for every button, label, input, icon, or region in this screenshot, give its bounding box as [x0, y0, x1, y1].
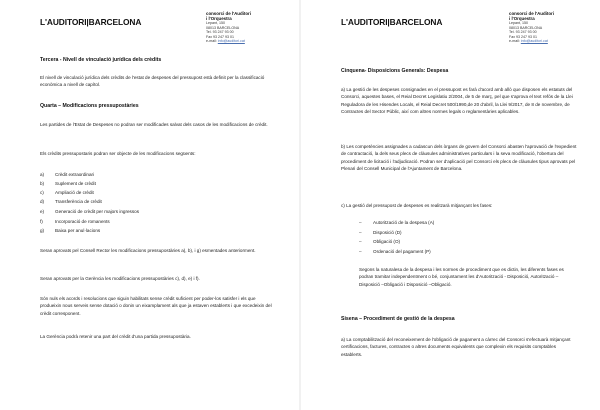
- modification-item: f) Incorporació de romanents: [40, 219, 110, 224]
- phase-item: – Disposició (D): [359, 230, 402, 235]
- email-label: e-mail:: [206, 39, 217, 44]
- modification-item: b) Suplement de crèdit: [40, 181, 96, 186]
- modification-item: a) Crèdit extraordinari: [40, 172, 95, 177]
- section-heading-tercera: Tercera - Nivell de vinculació jurídica dels crèdits: [40, 57, 162, 63]
- address-tel: Tel. 93 247 93 00: [206, 30, 234, 35]
- gerencia-paragraph: Seran aprovats per la Gerència les modificacions pressupostàries c), d), e) i f).: [40, 276, 200, 281]
- address-fax: Fax 93 247 93 01: [509, 34, 537, 39]
- modification-item: d) Transferència de crèdit: [40, 199, 102, 204]
- email-link[interactable]: info@auditori.cat: [217, 39, 245, 44]
- section-heading-quarta: Quarta – Modificacions pressupostàries: [40, 103, 139, 109]
- address-email-line: [509, 39, 554, 44]
- auditori-logo: L'AUDITORI|BARCELONA: [341, 17, 443, 27]
- cinquena-item-c: c) La gestió del pressupost de despeses es realitzarà mitjançant les fases:: [341, 203, 493, 208]
- quarta-paragraph-2: Els crèdits pressupostaris podran ser objecte de les modificacions següents:: [40, 151, 196, 156]
- document-page-left: [0, 0, 299, 410]
- address-fax: Fax 93 247 93 01: [206, 34, 234, 39]
- modification-item: e) Generació de crèdit per majors ingressos: [40, 209, 140, 214]
- nuls-paragraph: Són nuls els acords i resolucions que siguin habilitats sense crèdit suficient per poder-los satisfer i els que produeixin nous serveis sense dotació o donin un eixamplament als que ja estaven establerts i que excedeixin del crèdit corresponent.: [40, 296, 272, 316]
- section-heading-cinquena: Cinquena- Disposicions Generals: Despesa: [341, 68, 449, 74]
- address-street: Lepant, 150: [206, 21, 225, 25]
- retenir-paragraph: La Gerència podrà retenir una part del crèdit d'una partida pressupostària.: [40, 334, 191, 339]
- address-city: 08013 BARCELONA: [509, 25, 543, 30]
- email-link[interactable]: info@auditori.cat: [520, 39, 548, 44]
- rector-paragraph: Seran aprovats pel Consell Rector les modificacions pressupostàries a), b), i g) esmentades anteriorment.: [40, 248, 256, 253]
- address-block: [509, 11, 554, 44]
- address-city: 08013 BARCELONA: [206, 25, 240, 30]
- phase-item: – Ordenació del pagament (P): [359, 249, 431, 254]
- document-page-right: [301, 0, 600, 410]
- modification-item: c) Ampliació de crèdit: [40, 190, 94, 195]
- sisena-item-a: a) La comptabilització del reconeixement de l'obligació de pagament a càrrec del Consorci s'efectuarà mitjançant certificacions, factures, contractes o altres documents equivalents que complexin els requisits comptables establerts.: [341, 337, 571, 357]
- cinquena-item-b: b) Les competències assignades a cadascun dels òrgans de govern del Consorci abasten l'aprovació de l'expedient de contractació, la dels seus plecs de clàusules administratives particulars i la seva modificació, l'obertura del procediment de licitació i l'adjudicació. Podran ser d'aplicació pel Consorci els plecs de clàusules tipus aprovats pel Plenari del Consell Municipal de l'Ajuntament de Barcelona.: [341, 144, 577, 172]
- phase-item: – Autorització de la despesa (A): [359, 220, 435, 225]
- phase-item: – Obligació (O): [359, 239, 401, 244]
- address-email-line: [206, 39, 251, 44]
- cinquena-item-a: a) La gestió de les despeses consignades en el pressupost es farà d'acord amb allò que disposen els estatuts del Consorci, aquestes bases, el Reial Decret Legislatiu 2/2004, de 5 de març, pel que s'aprova el text refós de la Llei Reguladora de les Hisendes Locals, el Reial Decret 500/1990,de 20 d'abril, la Llei 9/2017, de 8 de novembre, de Contractes del Sector Públic, així com altres normes legals o reglamentàries aplicables.: [341, 87, 573, 115]
- org-name-line2: i l'Orquestra: [509, 16, 535, 21]
- section-heading-sisena: Sisena – Procediment de gestió de la despesa: [341, 316, 455, 322]
- modification-item: g) Baixa per anul·lacions: [40, 228, 101, 233]
- auditori-logo: L'AUDITORI|BARCELONA: [40, 17, 142, 27]
- org-name-line1: consorci de l'Auditori: [206, 11, 251, 16]
- address-tel: Tel. 93 247 93 00: [509, 30, 537, 35]
- address-street: Lepant, 150: [509, 21, 528, 25]
- segons-paragraph: Segons la naturalesa de la despesa i les normes de procediment que es dictin, les diferents fases es podran tramitar independentment o bé, conjuntament les d'Autorització - Disposició, Autorització –Disposició –Obligació i Disposició –Obligació.: [359, 267, 564, 287]
- email-label: e-mail:: [509, 39, 520, 44]
- quarta-paragraph-1: Les partides de l'Estat de Despeses no podran ser modificades salvat dels casos de les modificacions de crèdit.: [40, 122, 268, 127]
- org-name-line2: i l'Orquestra: [206, 16, 232, 21]
- org-name-line1: consorci de l'Auditori: [509, 11, 554, 16]
- address-block: [206, 11, 251, 44]
- tercera-paragraph: El nivell de vinculació jurídica dels crèdits de l'estat de despeses del pressupost està definit per la classificació econòmica a nivell de capítol.: [40, 75, 265, 88]
